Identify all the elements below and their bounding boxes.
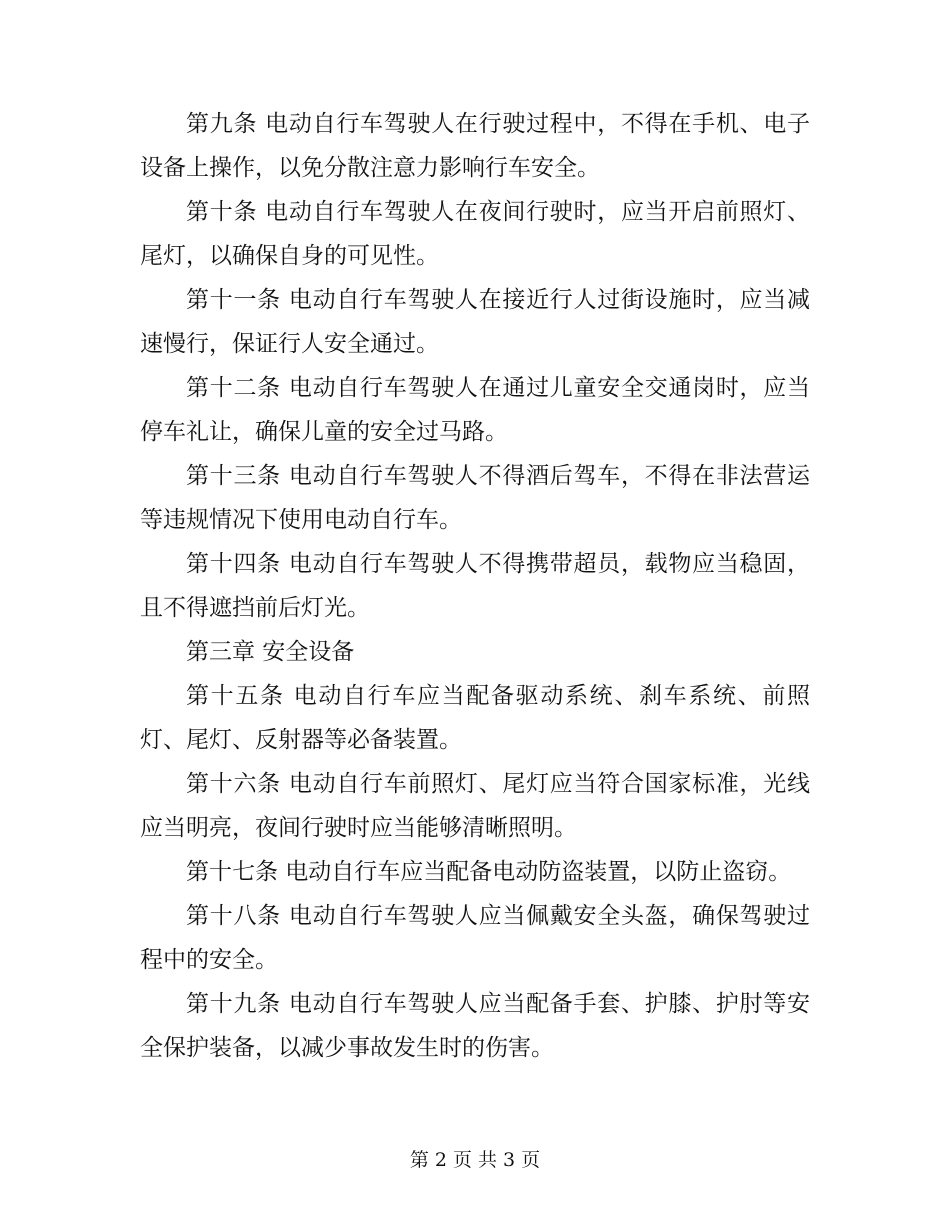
article-paragraph: 第十一条 电动自行车驾驶人在接近行人过街设施时，应当减速慢行，保证行人安全通过。	[140, 287, 810, 357]
article-paragraph: 第十条 电动自行车驾驶人在夜间行驶时，应当开启前照灯、尾灯，以确保自身的可见性。	[140, 199, 810, 269]
article-paragraph: 第十七条 电动自行车应当配备电动防盗装置，以防止盗窃。	[186, 859, 792, 885]
page-number-footer: 第 2 页 共 3 页	[409, 1149, 541, 1171]
article-paragraph: 第十二条 电动自行车驾驶人在通过儿童安全交通岗时，应当停车礼让，确保儿童的安全过马路。	[140, 375, 810, 445]
article-paragraph: 第九条 电动自行车驾驶人在行驶过程中，不得在手机、电子设备上操作，以免分散注意力影响行车安全。	[140, 111, 810, 181]
document-body	[140, 102, 810, 1070]
article-paragraph: 第十九条 电动自行车驾驶人应当配备手套、护膝、护肘等安全保护装备，以减少事故发生时的伤害。	[140, 991, 810, 1061]
article-paragraph: 第十八条 电动自行车驾驶人应当佩戴安全头盔，确保驾驶过程中的安全。	[140, 903, 810, 973]
article-paragraph: 第十五条 电动自行车应当配备驱动系统、刹车系统、前照灯、尾灯、反射器等必备装置。	[140, 683, 810, 753]
chapter-heading: 第三章 安全设备	[186, 639, 355, 665]
article-paragraph: 第十六条 电动自行车前照灯、尾灯应当符合国家标准，光线应当明亮，夜间行驶时应当能够清晰照明。	[140, 771, 810, 841]
article-paragraph: 第十四条 电动自行车驾驶人不得携带超员，载物应当稳固，且不得遮挡前后灯光。	[140, 551, 810, 621]
article-paragraph: 第十三条 电动自行车驾驶人不得酒后驾车，不得在非法营运等违规情况下使用电动自行车。	[140, 463, 810, 533]
